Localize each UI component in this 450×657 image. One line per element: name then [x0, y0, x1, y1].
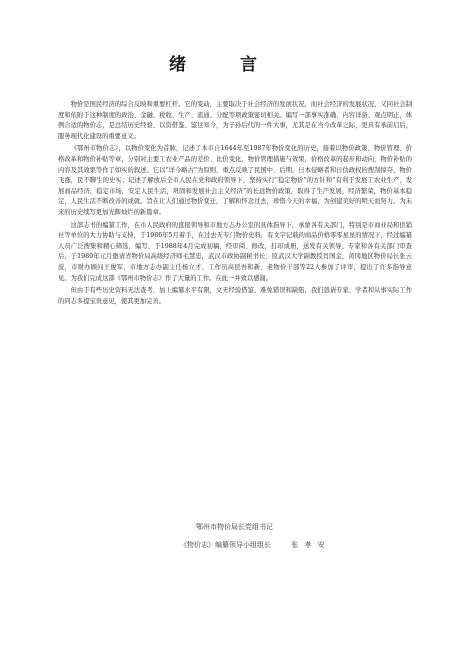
- signer-name: 张 孝 安: [291, 541, 327, 549]
- signature-title-2: 《物价志》编纂领导小组组长: [180, 541, 271, 549]
- signature-block: [180, 538, 327, 552]
- document-body: [58, 100, 412, 307]
- paragraph-1: 物价是国民经济的综合反映和重要杠杆。它的变动，主要取决于社会经济的发展状况，而社会经济的发展状况，又同社会制度和依附于这种制度的政治、金融、税收、生产、流通、分配等项政策密切相关。编写一部事实准确、内容详备、观点明正，体例合适的物价志，是总结历史经验、以资借鉴、鉴往知今，为子孙后代的一件大事，尤其是在当今改革之际，更具有承前启后，服务现代化建设的重要意义。: [58, 101, 412, 140]
- signature-title-1: 鄂州市物价局长党组书记: [196, 523, 273, 531]
- paragraph-3: 这部志书的编纂工作，在市人民政府的直接领导和市地方志办公室的具体指导下，承蒙各有关部门，特别是市商业局和供销社等单位的大力协助与支持，于1986年5月着手，在过去无专门物价史料，有文字记载的商品价格零零星星的情况下，经过编纂人员广泛搜集和精心筛选，编写，于1988年4月完成初稿，经审阅、修改，打印成册，送发有关领导、专家和各有关部门审查后，于1989年元月邀请省物价局高级经济师毛慧忠，武汉市政协副秘书长、原武汉大学副教授肖国金，黄冈地区物价局长张云波，市财办顾问王俊军，市地方志办副主任杨立才、工作员高昆吾和新、老物价干部等22人参加了评审，提出了许多指导意见。为我们完成这部《鄂州市物价志》作了大量的工作。在此一并致以感谢。: [58, 221, 412, 282]
- page-title: 绪 言: [169, 55, 281, 75]
- paragraph-2: 《鄂州市物价志》，以物价变化为首脉，记述了本市自1644年至1987年物价变化的历史，接着以物价政策、物价管理、价格改革和物价补贴等章，分别对主要工农业产品的差价、比价变化，物价管理措施与效果，价格改革的起步和动向，物价补贴的内容及其效果等作了如实的叙述。它以“详今略古”为原则，重点反映了民国中、后期，日本侵略者和日伪政权的搜刮掠夺，物价飞涨，民不聊生的史实；记述了解放后全市人民在党和政府领导下，坚持实行“稳定物价”的方针和“有利于发展工农业生产，发展商品经济，稳定市场，安定人民生活，巩固和发展社会主义经济”的长远物价政策，取得了生产发展，经济繁荣，物价基本稳定，人民生活不断改善的成就。旨在让人们通过物价变迁，了解和怀念过去，珍惜今天的幸福，为创建美好的明天而努力。为未来的历史续写更加光辉灿烂的新篇章。: [58, 145, 412, 216]
- paragraph-4: 但由于有些历史资料无法查考，加上编纂水平有限，文无经验借鉴，难免错误和缺陷，我们恳请专家、学者和从事实际工作的同志多提宝贵意见，使其更加完善。: [58, 287, 412, 305]
